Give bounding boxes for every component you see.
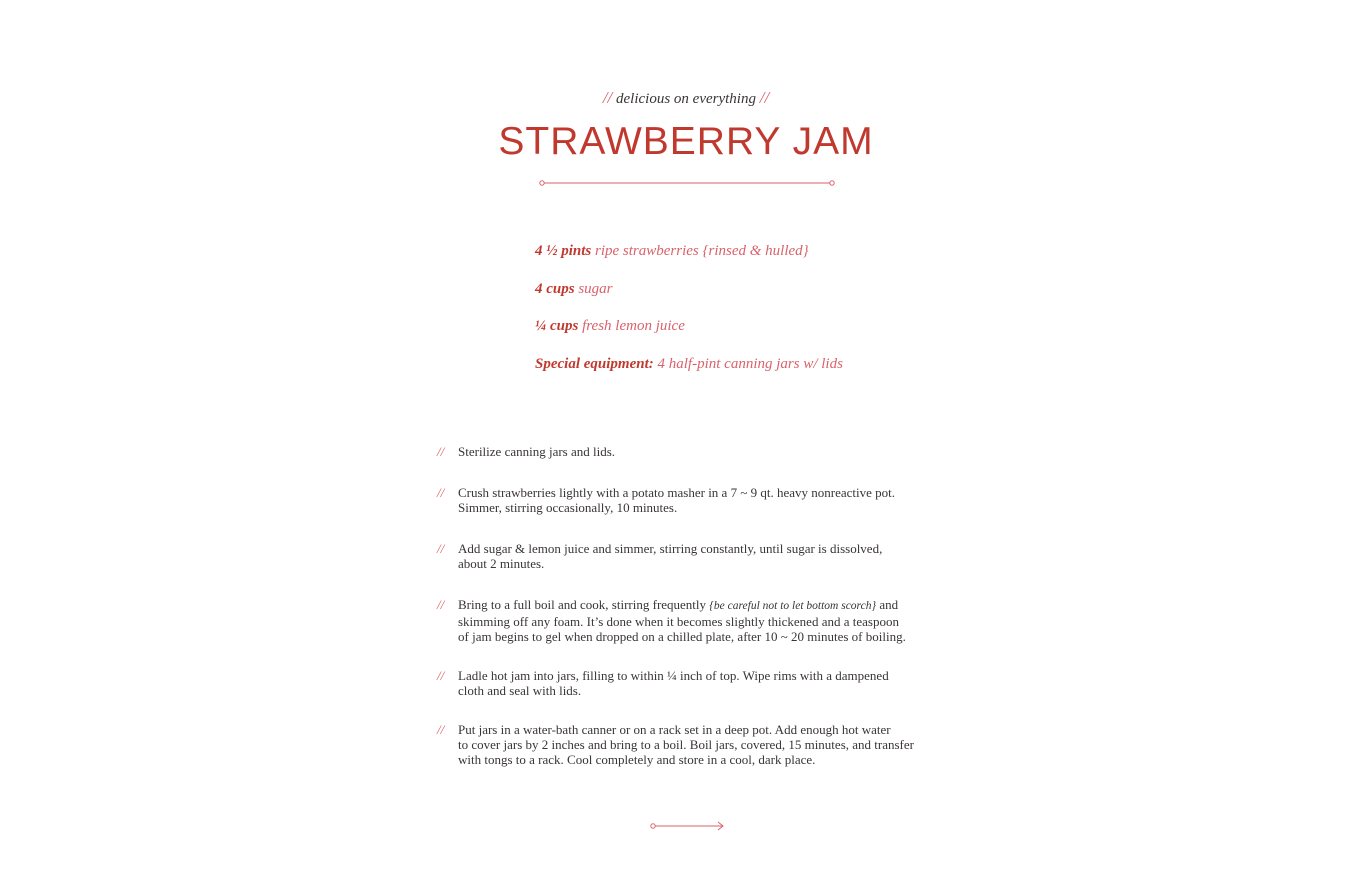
step-marker: // — [437, 485, 445, 500]
ingredient-quantity: ¼ cups — [535, 318, 579, 334]
ingredient-item — [535, 243, 843, 281]
tagline-text: delicious on everything — [616, 91, 756, 107]
step-text — [458, 597, 957, 645]
title-divider — [536, 177, 838, 189]
ingredient-quantity: 4 ½ pints — [535, 243, 592, 259]
step-text — [458, 485, 957, 515]
step-marker: // — [437, 597, 445, 612]
instruction-step — [437, 485, 957, 515]
step-line: Bring to a full boil and cook, stirring frequently — [458, 597, 710, 612]
divider-left-dot — [540, 181, 544, 185]
instruction-step — [437, 597, 957, 645]
ingredient-item — [535, 318, 843, 356]
tagline-slash-right: // — [759, 88, 770, 107]
divider-right-dot — [830, 181, 834, 185]
ingredient-name: sugar — [578, 280, 613, 297]
step-text — [458, 668, 957, 698]
step-line: of jam begins to gel when dropped on a chilled plate, after 10 ~ 20 minutes of boiling. — [458, 629, 906, 645]
special-equipment-item — [535, 356, 843, 394]
step-text — [458, 722, 957, 768]
arrow-tail-dot — [651, 824, 655, 828]
step-line: Simmer, stirring occasionally, 10 minutes. — [458, 500, 678, 516]
step-line: Sterilize canning jars and lids. — [458, 444, 616, 459]
step-line: and — [876, 597, 899, 612]
ingredient-quantity: 4 cups — [535, 280, 575, 297]
tagline-slash-left: // — [602, 88, 613, 107]
step-line: cloth and seal with lids. — [458, 683, 582, 699]
step-marker: // — [437, 444, 445, 459]
step-marker: // — [437, 722, 445, 737]
step-marker: // — [437, 541, 445, 556]
special-equipment-label: Special equipment: — [535, 355, 654, 372]
step-line: to cover jars by 2 inches and bring to a boil. Boil jars, covered, 15 minutes, and transfer — [458, 737, 914, 753]
step-line: Put jars in a water-bath canner or on a rack set in a deep pot. Add enough hot water — [458, 722, 891, 737]
step-line: with tongs to a rack. Cool completely and store in a cool, dark place. — [458, 752, 816, 768]
recipe-title: STRAWBERRY JAM — [498, 120, 874, 163]
ingredient-list — [535, 243, 843, 393]
instruction-step — [437, 722, 957, 768]
ingredient-name: ripe strawberries {rinsed & hulled} — [595, 243, 809, 259]
instruction-step — [437, 668, 957, 698]
step-caution-note: {be careful not to let bottom scorch} — [709, 600, 877, 612]
step-line: skimming off any foam. It’s done when it becomes slightly thickened and a teaspoon — [458, 614, 899, 630]
step-marker: // — [437, 668, 445, 683]
step-line: Ladle hot jam into jars, filling to within ¼ inch of top. Wipe rims with a dampened — [458, 668, 889, 683]
step-text — [458, 541, 957, 571]
step-line: about 2 minutes. — [458, 556, 545, 572]
step-line: Add sugar & lemon juice and simmer, stirring constantly, until sugar is dissolved, — [458, 541, 883, 556]
instruction-step — [437, 541, 957, 571]
ingredient-item — [535, 281, 843, 319]
step-text — [458, 444, 957, 459]
step-line: Crush strawberries lightly with a potato masher in a 7 ~ 9 qt. heavy nonreactive pot. — [458, 485, 896, 500]
special-equipment-value: 4 half-pint canning jars w/ lids — [657, 355, 843, 372]
recipe-tagline — [0, 88, 1372, 108]
next-arrow-icon[interactable] — [648, 819, 728, 833]
instruction-step — [437, 444, 957, 459]
ingredient-name: fresh lemon juice — [582, 318, 685, 334]
